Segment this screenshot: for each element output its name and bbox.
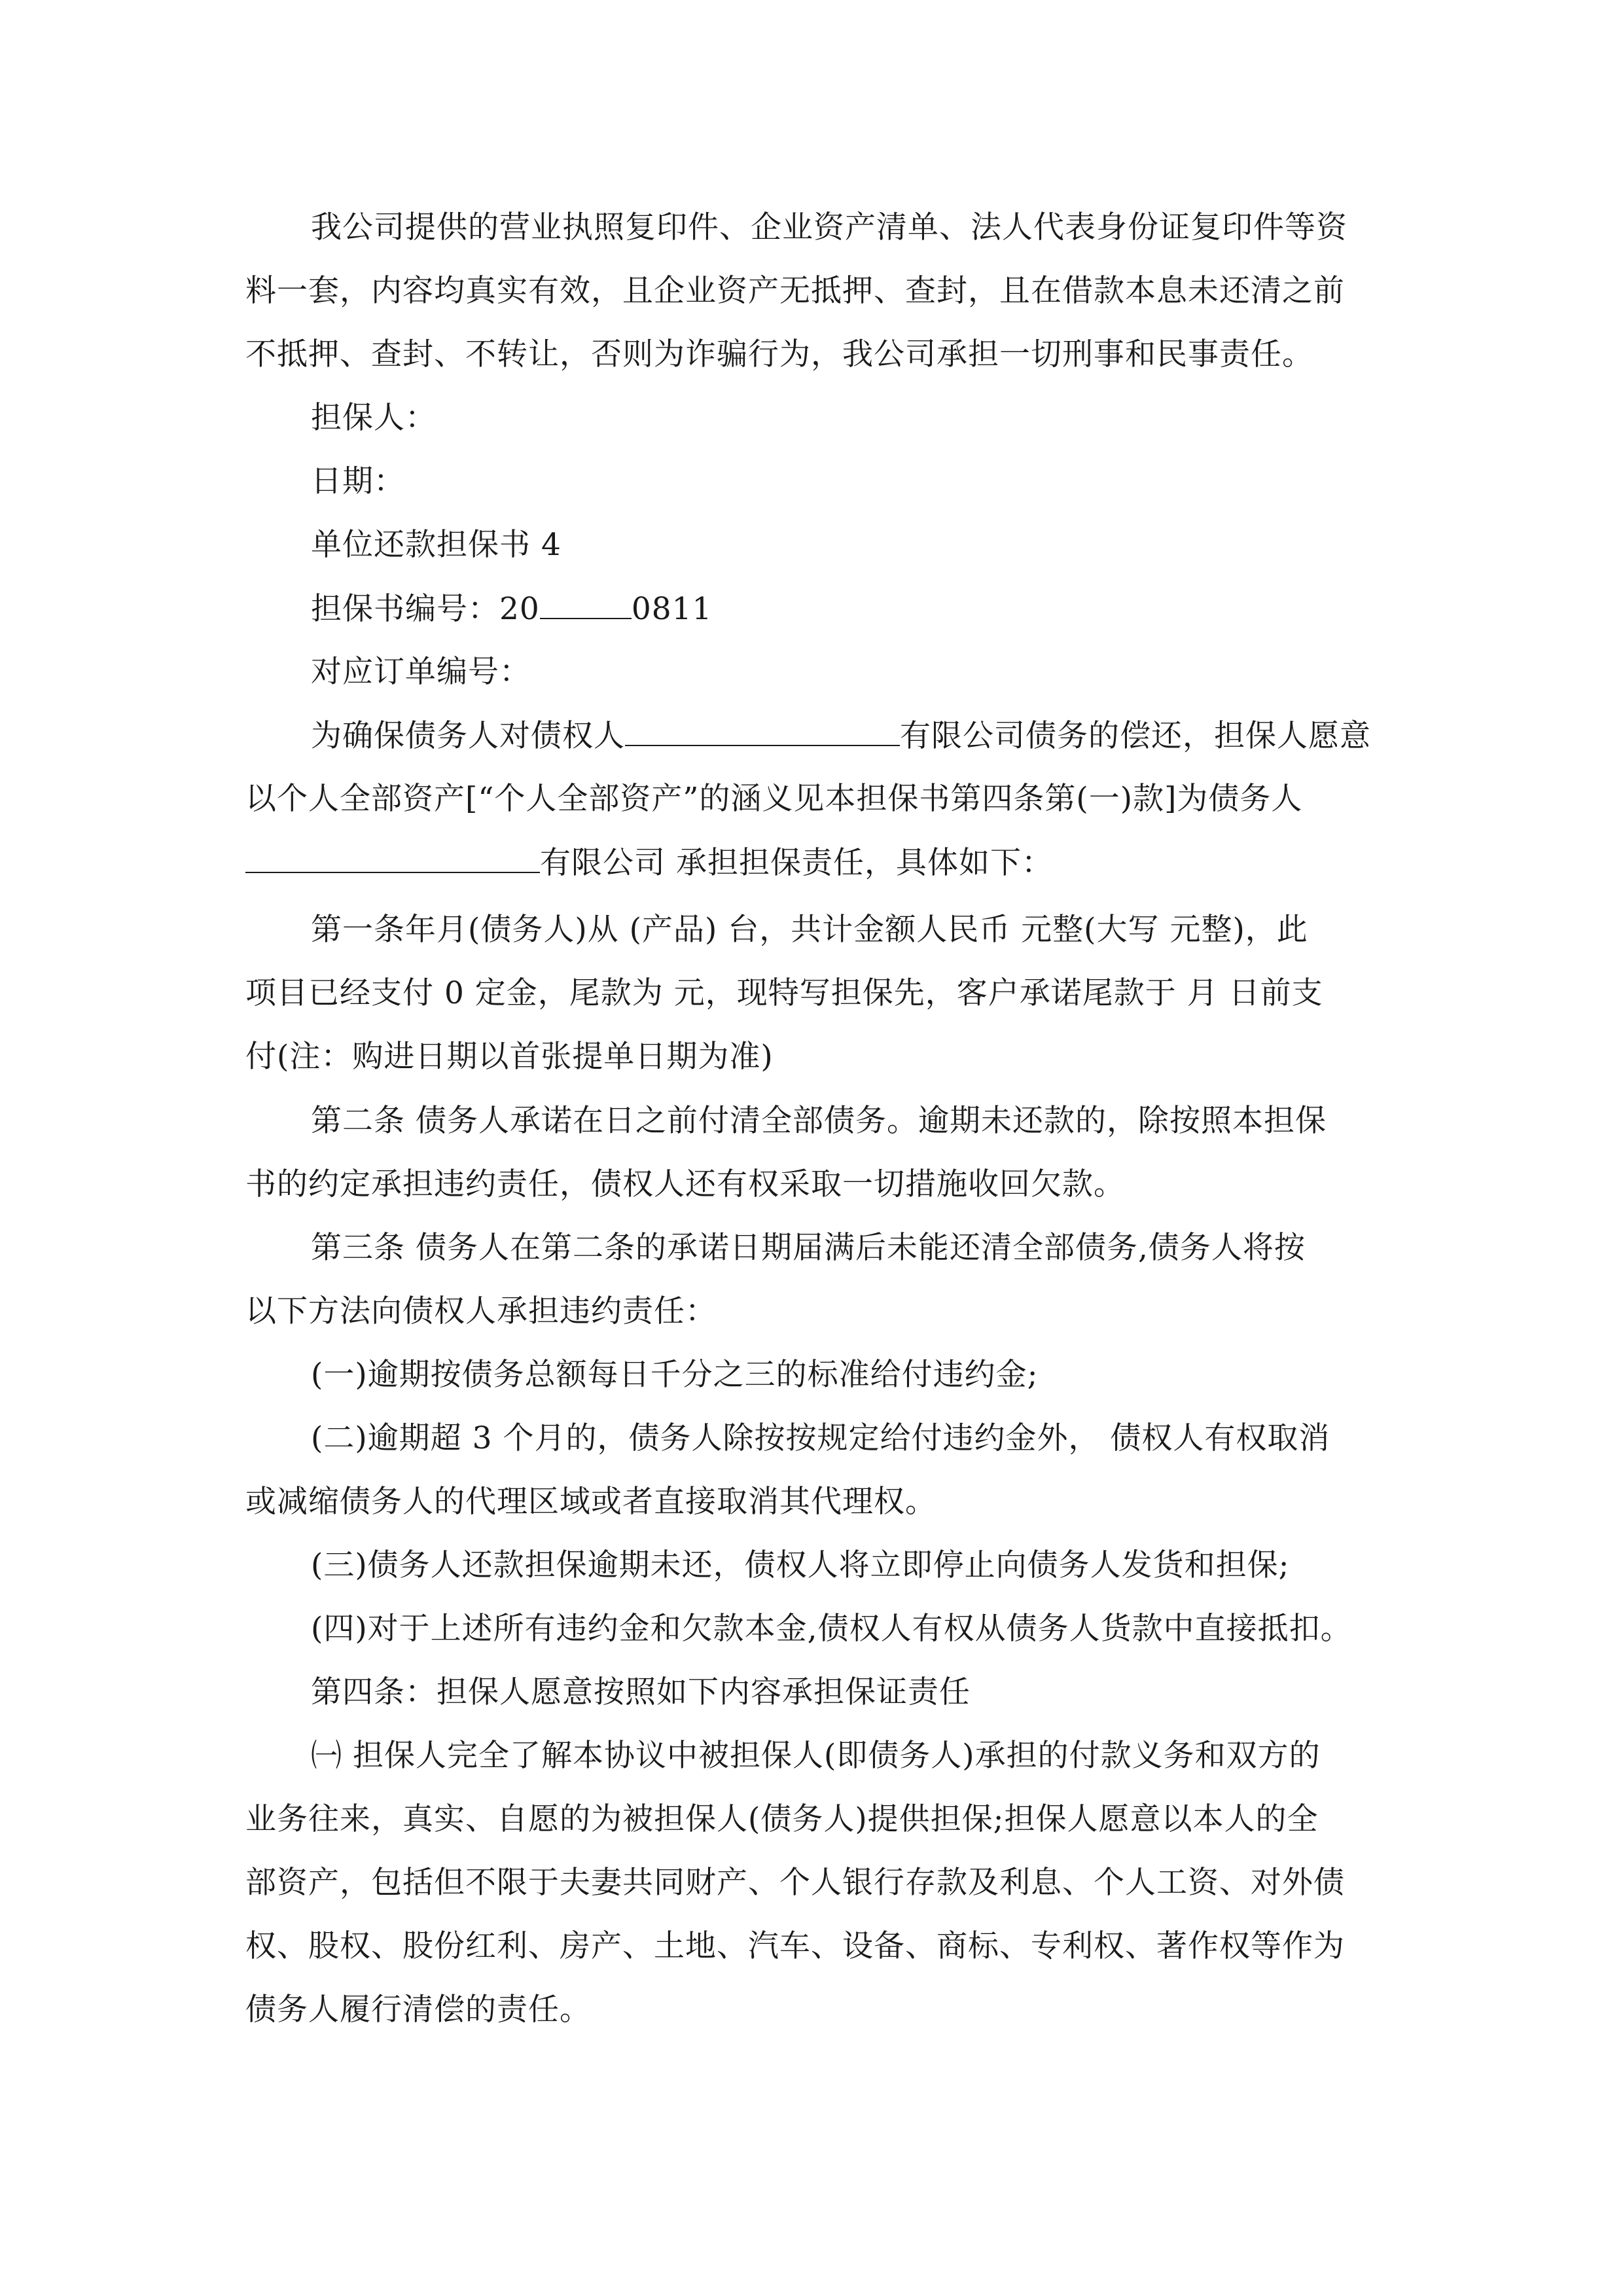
para1-line2: 料一套，内容均真实有效，且企业资产无抵押、查封，且在借款本息未还清之前 <box>245 273 1345 309</box>
para1-line1: 我公司提供的营业执照复印件、企业资产清单、法人代表身份证复印件等资 <box>311 209 1347 245</box>
article3-item1: (一)逾期按债务总额每日千分之三的标准给付违约金; <box>311 1357 1039 1393</box>
order-number-label: 对应订单编号： <box>311 654 531 690</box>
debtor-name-blank <box>245 843 540 873</box>
article3-item3: (三)债务人还款担保逾期未还，债权人将立即停止向债务人发货和担保; <box>311 1547 1290 1583</box>
document-number-prefix: 担保书编号：20 <box>311 591 540 627</box>
intro-line3-end: 有限公司 承担担保责任，具体如下： <box>540 845 1053 881</box>
document-title: 单位还款担保书 4 <box>311 527 562 563</box>
article4-line1: ㈠ 担保人完全了解本协议中被担保人(即债务人)承担的付款义务和双方的 <box>311 1738 1321 1774</box>
article4-heading: 第四条：担保人愿意按照如下内容承担保证责任 <box>311 1674 971 1710</box>
article4-line3: 部资产，包括但不限于夫妻共同财产、个人银行存款及利息、个人工资、对外债 <box>245 1865 1345 1901</box>
article1-line2: 项目已经支付 0 定金，尾款为 元，现特写担保先，客户承诺尾款于 月 日前支 <box>245 975 1323 1011</box>
article4-line2: 业务往来，真实、自愿的为被担保人(债务人)提供担保;担保人愿意以本人的全 <box>245 1801 1319 1837</box>
article3-item2-line2: 或减缩债务人的代理区域或者直接取消其代理权。 <box>245 1484 936 1520</box>
document-number-suffix: 0811 <box>631 591 713 627</box>
creditor-name-blank <box>625 716 900 746</box>
intro-line1-start: 为确保债务人对债权人 <box>311 718 625 754</box>
article1-line3: 付(注：购进日期以首张提单日期为准) <box>245 1039 774 1075</box>
article2-line2: 书的约定承担违约责任，债权人还有权采取一切措施收回欠款。 <box>245 1166 1125 1202</box>
document-number-blank <box>540 589 632 619</box>
article1-line1: 第一条年月(债务人)从 (产品) 台，共计金额人民币 元整(大写 元整)，此 <box>311 912 1308 948</box>
intro-line1 <box>311 716 1371 756</box>
article3-line2: 以下方法向债权人承担违约责任： <box>245 1293 717 1329</box>
article3-item4: (四)对于上述所有违约金和欠款本金,债权人有权从债务人货款中直接抵扣。 <box>311 1611 1352 1647</box>
article3-item2-line1: (二)逾期超 3 个月的，债务人除按按规定给付违约金外， 债权人有权取消 <box>311 1420 1330 1456</box>
document-number <box>311 589 712 629</box>
article4-line5: 债务人履行清偿的责任。 <box>245 1992 591 2028</box>
intro-line3 <box>245 843 1053 883</box>
intro-line2: 以个人全部资产[“个人全部资产”的涵义见本担保书第四条第(一)款]为债务人 <box>245 781 1303 817</box>
para1-line3: 不抵押、查封、不转让，否则为诈骗行为，我公司承担一切刑事和民事责任。 <box>245 336 1313 372</box>
article4-line4: 权、股权、股份红利、房产、土地、汽车、设备、商标、专利权、著作权等作为 <box>245 1928 1345 1964</box>
article2-line1: 第二条 债务人承诺在日之前付清全部债务。逾期未还款的，除按照本担保 <box>311 1103 1327 1139</box>
guarantor-label: 担保人： <box>311 400 437 436</box>
article3-line1: 第三条 债务人在第二条的承诺日期届满后未能还清全部债务,债务人将按 <box>311 1230 1306 1266</box>
intro-line1-end: 有限公司债务的偿还，担保人愿意 <box>900 718 1371 754</box>
date-label: 日期： <box>311 463 405 499</box>
